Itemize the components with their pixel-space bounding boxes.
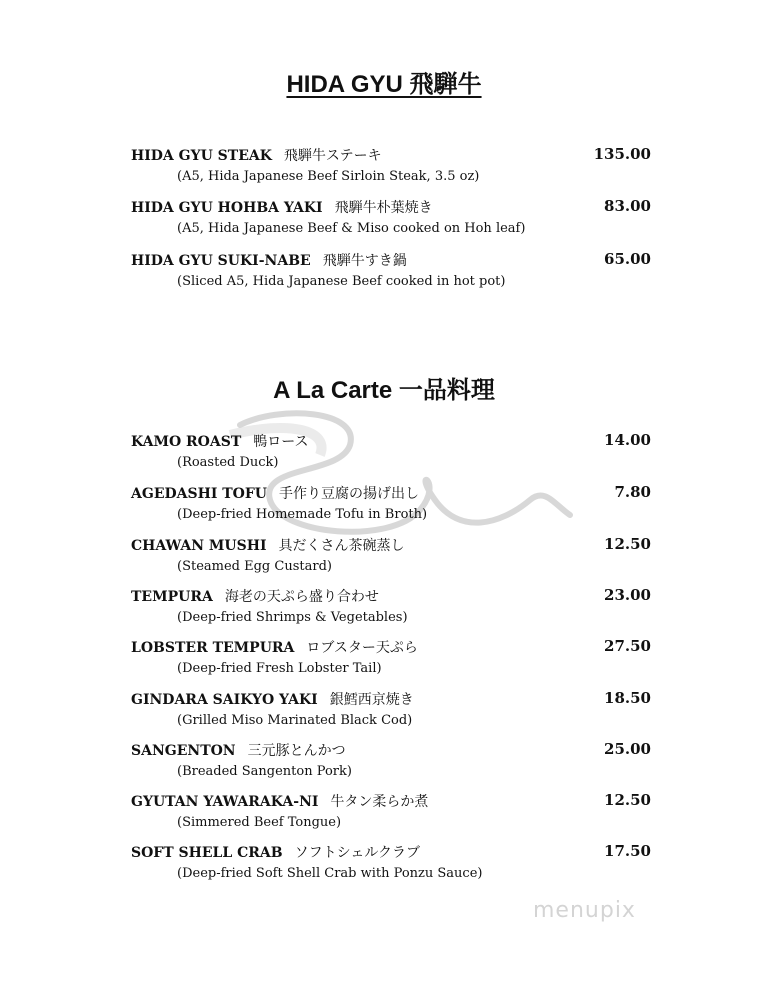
item-jp-name: 銀鱈西京焼き — [329, 692, 414, 708]
section-title-hida-gyu: HIDA GYU 飛騨牛 — [286, 71, 482, 98]
menu-item — [131, 689, 651, 733]
menupix-watermark: menupix — [533, 898, 636, 923]
item-price: 25.00 — [604, 740, 651, 758]
menu-item — [131, 483, 651, 527]
item-description: (A5, Hida Japanese Beef Sirloin Steak, 3.5 oz) — [177, 169, 480, 184]
item-jp-name: 飛騨牛すき鍋 — [322, 253, 407, 269]
item-description: (Breaded Sangenton Pork) — [177, 764, 352, 779]
item-jp-name: ソフトシェルクラブ — [294, 845, 421, 861]
menu-item — [131, 535, 651, 579]
menu-item — [131, 740, 651, 784]
item-price: 135.00 — [593, 145, 651, 163]
item-name: HIDA GYU SUKI-NABE — [131, 253, 311, 269]
menu-item — [131, 431, 651, 475]
item-description: (Sliced A5, Hida Japanese Beef cooked in hot pot) — [177, 274, 506, 289]
item-price: 12.50 — [604, 791, 651, 809]
item-jp-name: 具だくさん茶碗蒸し — [278, 538, 405, 554]
item-price: 14.00 — [604, 431, 651, 449]
item-description: (Deep-fried Soft Shell Crab with Ponzu Sauce) — [177, 866, 483, 881]
item-price: 17.50 — [604, 842, 651, 860]
item-name: SANGENTON — [131, 743, 236, 759]
menu-item — [131, 145, 651, 189]
menu-item — [131, 637, 651, 681]
item-description: (Deep-fried Fresh Lobster Tail) — [177, 661, 382, 676]
item-description: (Roasted Duck) — [177, 455, 279, 470]
item-price: 23.00 — [604, 586, 651, 604]
item-jp-name: 三元豚とんかつ — [247, 743, 346, 759]
item-price: 27.50 — [604, 637, 651, 655]
item-name: HIDA GYU HOHBA YAKI — [131, 200, 323, 216]
item-jp-name: 飛騨牛ステーキ — [283, 148, 382, 164]
item-name: CHAWAN MUSHI — [131, 538, 267, 554]
item-name: HIDA GYU STEAK — [131, 148, 272, 164]
menu-item — [131, 791, 651, 835]
item-jp-name: ロブスター天ぷら — [306, 640, 418, 656]
menu-item — [131, 586, 651, 630]
item-jp-name: 海老の天ぷら盛り合わせ — [224, 589, 379, 605]
item-price: 83.00 — [604, 197, 651, 215]
brush-swirl-decoration — [200, 405, 580, 555]
item-price: 18.50 — [604, 689, 651, 707]
item-name: KAMO ROAST — [131, 434, 242, 450]
section-title-a-la-carte: A La Carte 一品料理 — [273, 377, 495, 404]
item-name: TEMPURA — [131, 589, 213, 605]
item-description: (Deep-fried Homemade Tofu in Broth) — [177, 507, 428, 522]
menu-item — [131, 250, 651, 294]
item-description: (A5, Hida Japanese Beef & Miso cooked on Hoh leaf) — [177, 221, 526, 236]
item-description: (Steamed Egg Custard) — [177, 559, 332, 574]
item-jp-name: 牛タン柔らか煮 — [330, 794, 429, 810]
item-jp-name: 飛騨牛朴葉焼き — [334, 200, 433, 216]
item-name: GINDARA SAIKYO YAKI — [131, 692, 318, 708]
item-description: (Grilled Miso Marinated Black Cod) — [177, 713, 413, 728]
item-description: (Simmered Beef Tongue) — [177, 815, 342, 830]
item-price: 65.00 — [604, 250, 651, 268]
item-description: (Deep-fried Shrimps & Vegetables) — [177, 610, 408, 625]
item-name: GYUTAN YAWARAKA-NI — [131, 794, 319, 810]
item-jp-name: 手作り豆腐の揚げ出し — [279, 486, 420, 502]
item-name: SOFT SHELL CRAB — [131, 845, 283, 861]
item-price: 12.50 — [604, 535, 651, 553]
menu-item — [131, 197, 651, 241]
item-price: 7.80 — [614, 483, 651, 501]
item-name: AGEDASHI TOFU — [131, 486, 268, 502]
item-name: LOBSTER TEMPURA — [131, 640, 295, 656]
menu-item — [131, 842, 651, 886]
item-jp-name: 鴨ロース — [253, 434, 309, 450]
